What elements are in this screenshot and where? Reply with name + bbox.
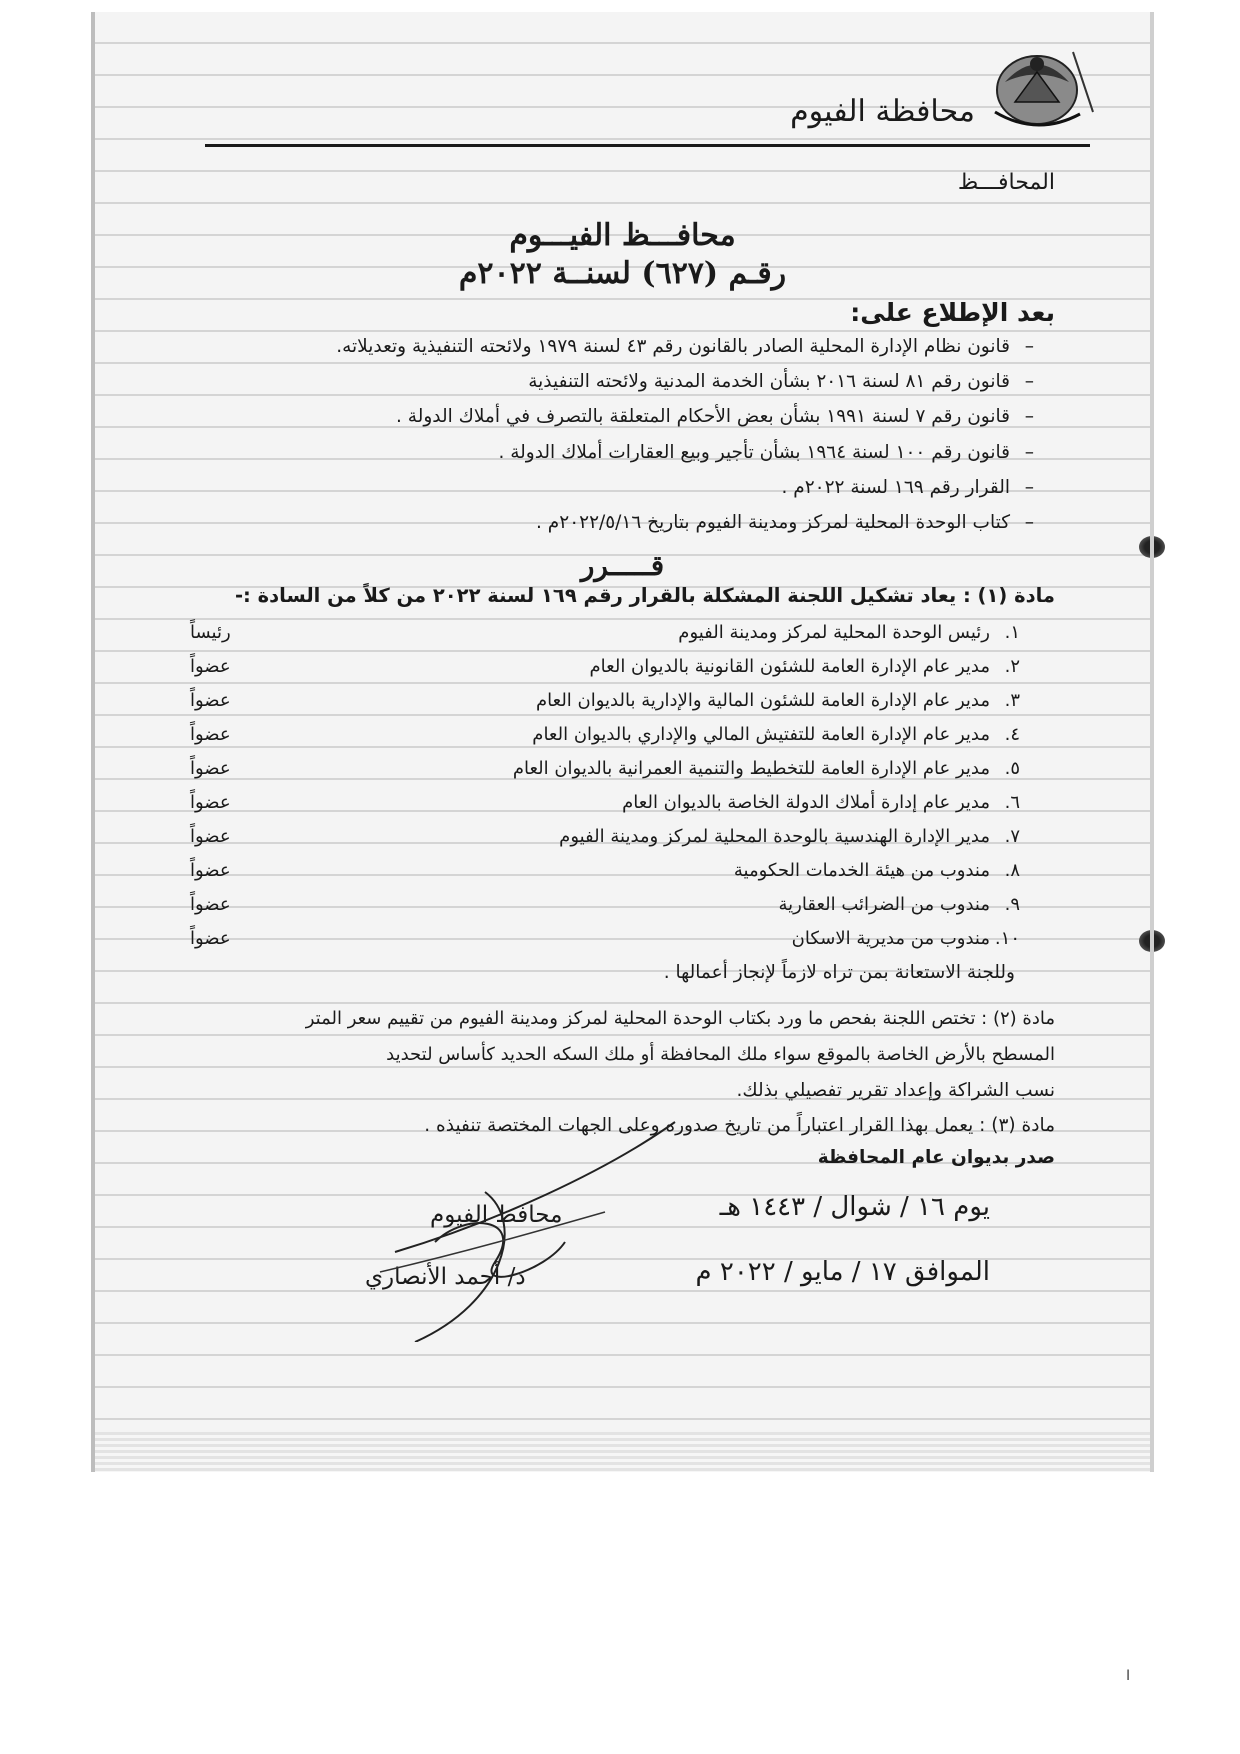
decree-heading: قـــــرر (580, 549, 665, 582)
article-3: مادة (٣) : يعمل بهذا القرار اعتباراً من تاريخ صدوره وعلى الجهات المختصة تنفيذه . (424, 1115, 1055, 1136)
committee-member: ٢.مدير عام الإدارة العامة للشئون القانونية بالديوان العام (589, 656, 1020, 677)
decree-number: رقـم (٦٢٧) لسنــة ٢٠٢٢م (458, 256, 787, 291)
signatory-name: د/ أحمد الأنصاري (365, 1264, 526, 1290)
member-role: عضواً (190, 792, 231, 813)
preamble-item: – قانون رقم ٨١ لسنة ٢٠١٦ بشأن الخدمة المدنية ولائحته التنفيذية (528, 371, 1034, 392)
member-role: عضواً (190, 690, 231, 711)
member-role: عضواً (190, 724, 231, 745)
binder-hole-icon (1139, 536, 1165, 558)
hijri-date: يوم ١٦ / شوال / ١٤٤٣ هـ (719, 1192, 990, 1222)
committee-member: ١.رئيس الوحدة المحلية لمركز ومدينة الفيوم (678, 622, 1020, 643)
article-1-closing: وللجنة الاستعانة بمن تراه لازماً لإنجاز أعمالها . (663, 962, 1015, 983)
article-1: مادة (١) : يعاد تشكيل اللجنة المشكلة بالقرار رقم ١٦٩ لسنة ٢٠٢٢ من كلاً من السادة :- (234, 584, 1055, 607)
handwritten-signature-icon (375, 1102, 825, 1342)
preamble-item: – قانون نظام الإدارة المحلية الصادر بالقانون رقم ٤٣ لسنة ١٩٧٩ ولائحته التنفيذية وتعديلاته. (336, 336, 1034, 357)
committee-member: ١٠.مندوب من مديرية الاسكان (791, 928, 1020, 949)
preamble-heading: بعد الإطلاع على: (850, 298, 1055, 327)
member-role: عضواً (190, 656, 231, 677)
preamble-item: – كتاب الوحدة المحلية لمركز ومدينة الفيوم بتاريخ ٢٠٢٢/٥/١٦م . (536, 512, 1034, 533)
member-role: عضواً (190, 826, 231, 847)
committee-member: ٩.مندوب من الضرائب العقارية (778, 894, 1020, 915)
member-role: عضواً (190, 928, 231, 949)
committee-member: ٥.مدير عام الإدارة العامة للتخطيط والتنمية العمرانية بالديوان العام (512, 758, 1020, 779)
page-marker: ا (1126, 1668, 1130, 1684)
header-divider (205, 144, 1090, 147)
committee-member: ٣.مدير عام الإدارة العامة للشئون المالية والإدارية بالديوان العام (536, 690, 1020, 711)
preamble-item: – القرار رقم ١٦٩ لسنة ٢٠٢٢م . (781, 477, 1034, 498)
committee-member: ٦.مدير عام إدارة أملاك الدولة الخاصة بالديوان العام (622, 792, 1020, 813)
member-role: رئيساً (190, 622, 231, 643)
scan-bottom-edge (95, 1432, 1150, 1472)
issued-at: صدر بديوان عام المحافظة (817, 1147, 1055, 1168)
decree-title: محافـــظ الفيـــوم (509, 218, 736, 253)
gregorian-date: الموافق ١٧ / مايو / ٢٠٢٢ م (695, 1257, 990, 1287)
office-label: المحافـــظ (957, 170, 1055, 195)
article-2-line: المسطح بالأرض الخاصة بالموقع سواء ملك المحافظة أو ملك السكه الحديد كأساس لتحديد (386, 1044, 1055, 1065)
governorate-name: محافظة الفيوم (790, 94, 975, 129)
member-role: عضواً (190, 758, 231, 779)
signatory-title: محافظ الفيوم (430, 1202, 563, 1228)
binder-hole-icon (1139, 930, 1165, 952)
governorate-emblem-icon (985, 42, 1095, 132)
preamble-item: – قانون رقم ١٠٠ لسنة ١٩٦٤ بشأن تأجير وبيع العقارات أملاك الدولة . (498, 442, 1034, 463)
committee-member: ٤.مدير عام الإدارة العامة للتفتيش المالي والإداري بالديوان العام (532, 724, 1020, 745)
member-role: عضواً (190, 860, 231, 881)
committee-member: ٨.مندوب من هيئة الخدمات الحكومية (733, 860, 1020, 881)
member-role: عضواً (190, 894, 231, 915)
article-2-line: نسب الشراكة وإعداد تقرير تفصيلي بذلك. (736, 1080, 1055, 1101)
article-2-line: مادة (٢) : تختص اللجنة بفحص ما ورد بكتاب الوحدة المحلية لمركز ومدينة الفيوم من تقييم سعر المتر (305, 1008, 1055, 1029)
preamble-item: – قانون رقم ٧ لسنة ١٩٩١ بشأن بعض الأحكام المتعلقة بالتصرف في أملاك الدولة . (396, 406, 1034, 427)
scanned-page (95, 12, 1150, 1472)
committee-member: ٧.مدير الإدارة الهندسية بالوحدة المحلية لمركز ومدينة الفيوم (559, 826, 1020, 847)
